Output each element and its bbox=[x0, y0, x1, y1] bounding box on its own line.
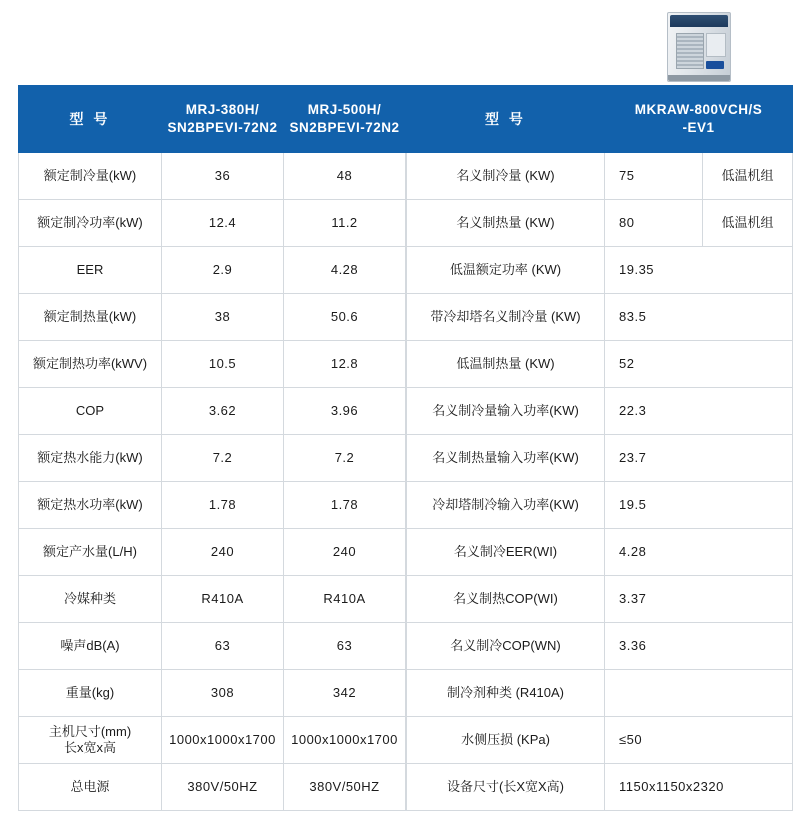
row-label: 冷却塔制冷输入功率(KW) bbox=[407, 482, 605, 529]
left-table-body bbox=[19, 153, 406, 811]
row-value-2: 48 bbox=[284, 153, 406, 200]
right-header-col1 bbox=[605, 86, 793, 153]
left-header-col1 bbox=[162, 86, 284, 153]
row-label-line1: 主机尺寸(mm) bbox=[48, 723, 132, 739]
unit-control-panel bbox=[706, 33, 726, 57]
row-value: 19.35 bbox=[605, 247, 793, 294]
right-spec-table bbox=[406, 85, 793, 811]
row-label: 噪声dB(A) bbox=[19, 623, 162, 670]
row-label: 额定产水量(L/H) bbox=[19, 529, 162, 576]
row-label: 额定制热功率(kWV) bbox=[19, 341, 162, 388]
row-label: 水侧压损 (KPa) bbox=[407, 717, 605, 764]
row-label: 额定制热量(kW) bbox=[19, 294, 162, 341]
row-value-2: R410A bbox=[284, 576, 406, 623]
row-value-2: 380V/50HZ bbox=[284, 764, 406, 811]
table-row bbox=[407, 200, 793, 247]
left-header-col2 bbox=[284, 86, 406, 153]
table-header-row bbox=[19, 86, 406, 153]
row-label: 低温额定功率 (KW) bbox=[407, 247, 605, 294]
left-header-model: 型 号 bbox=[19, 86, 162, 153]
table-row bbox=[407, 341, 793, 388]
row-label: 冷媒种类 bbox=[19, 576, 162, 623]
row-value-2: 3.96 bbox=[284, 388, 406, 435]
table-row bbox=[407, 623, 793, 670]
row-value-2: 1.78 bbox=[284, 482, 406, 529]
row-value-2: 7.2 bbox=[284, 435, 406, 482]
row-label: 额定热水功率(kW) bbox=[19, 482, 162, 529]
row-label: 低温制热量 (KW) bbox=[407, 341, 605, 388]
row-label: 设备尺寸(长X宽X高) bbox=[407, 764, 605, 811]
row-value-1: 63 bbox=[162, 623, 284, 670]
table-row bbox=[19, 247, 406, 294]
row-value-1: 36 bbox=[162, 153, 284, 200]
right-header-col1-line2: -EV1 bbox=[682, 120, 715, 135]
left-table-header bbox=[19, 86, 406, 153]
row-label: 名义制冷EER(WI) bbox=[407, 529, 605, 576]
right-header-model: 型 号 bbox=[407, 86, 605, 153]
table-row bbox=[407, 247, 793, 294]
row-value-1: 380V/50HZ bbox=[162, 764, 284, 811]
left-header-col1-line2: SN2BPEVI-72N2 bbox=[167, 120, 278, 135]
row-value: 3.36 bbox=[605, 623, 793, 670]
row-label: 额定热水能力(kW) bbox=[19, 435, 162, 482]
row-label: 名义制热COP(WI) bbox=[407, 576, 605, 623]
right-table-body bbox=[407, 153, 793, 811]
row-value-1: 38 bbox=[162, 294, 284, 341]
row-value-1: 240 bbox=[162, 529, 284, 576]
row-value-1: 2.9 bbox=[162, 247, 284, 294]
product-image bbox=[667, 2, 729, 80]
right-table-header bbox=[407, 86, 793, 153]
row-value-1: 12.4 bbox=[162, 200, 284, 247]
unit-logo bbox=[706, 61, 724, 69]
row-label: 总电源 bbox=[19, 764, 162, 811]
row-label: 名义制冷量 (KW) bbox=[407, 153, 605, 200]
left-spec-table bbox=[18, 85, 406, 811]
row-value-2: 4.28 bbox=[284, 247, 406, 294]
row-value-2: 50.6 bbox=[284, 294, 406, 341]
table-row bbox=[19, 623, 406, 670]
table-row bbox=[19, 153, 406, 200]
row-label-line2: 长x宽x高 bbox=[63, 740, 116, 755]
row-label: EER bbox=[19, 247, 162, 294]
row-value-1: 7.2 bbox=[162, 435, 284, 482]
table-row bbox=[407, 764, 793, 811]
table-header-row bbox=[407, 86, 793, 153]
table-row bbox=[19, 200, 406, 247]
row-label: 名义制热量 (KW) bbox=[407, 200, 605, 247]
unit-base bbox=[668, 75, 730, 81]
table-row bbox=[407, 153, 793, 200]
row-value: ≤50 bbox=[605, 717, 793, 764]
table-row bbox=[407, 529, 793, 576]
row-value-1: 10.5 bbox=[162, 341, 284, 388]
row-label: 额定制冷功率(kW) bbox=[19, 200, 162, 247]
table-row bbox=[407, 482, 793, 529]
row-label: 名义制冷COP(WN) bbox=[407, 623, 605, 670]
row-value-1: 308 bbox=[162, 670, 284, 717]
table-row bbox=[19, 388, 406, 435]
row-value: 1150x1150x2320 bbox=[605, 764, 793, 811]
row-value-2: 342 bbox=[284, 670, 406, 717]
row-value: 83.5 bbox=[605, 294, 793, 341]
row-label: 带冷却塔名义制冷量 (KW) bbox=[407, 294, 605, 341]
row-note: 低温机组 bbox=[703, 153, 793, 200]
table-row bbox=[407, 294, 793, 341]
unit-body bbox=[667, 12, 731, 82]
row-label: 名义制冷量输入功率(KW) bbox=[407, 388, 605, 435]
row-label: 重量(kg) bbox=[19, 670, 162, 717]
row-value: 80 bbox=[605, 200, 703, 247]
row-value-2: 11.2 bbox=[284, 200, 406, 247]
row-label bbox=[19, 717, 162, 764]
table-row bbox=[19, 482, 406, 529]
row-value-1: 1000x1000x1700 bbox=[162, 717, 284, 764]
row-value: 4.28 bbox=[605, 529, 793, 576]
table-row bbox=[407, 388, 793, 435]
row-value-2: 63 bbox=[284, 623, 406, 670]
row-value-1: R410A bbox=[162, 576, 284, 623]
row-label: COP bbox=[19, 388, 162, 435]
row-label: 名义制热量输入功率(KW) bbox=[407, 435, 605, 482]
table-row bbox=[407, 576, 793, 623]
table-row bbox=[19, 670, 406, 717]
table-row bbox=[19, 717, 406, 764]
row-value bbox=[605, 670, 793, 717]
unit-top-cap bbox=[670, 15, 728, 27]
row-value: 19.5 bbox=[605, 482, 793, 529]
row-label: 额定制冷量(kW) bbox=[19, 153, 162, 200]
row-value: 23.7 bbox=[605, 435, 793, 482]
row-value-2: 12.8 bbox=[284, 341, 406, 388]
table-row bbox=[19, 576, 406, 623]
row-value-2: 1000x1000x1700 bbox=[284, 717, 406, 764]
spec-tables bbox=[18, 85, 791, 811]
unit-grill bbox=[676, 33, 704, 69]
row-value: 52 bbox=[605, 341, 793, 388]
table-row bbox=[19, 764, 406, 811]
table-row bbox=[19, 435, 406, 482]
table-row bbox=[407, 435, 793, 482]
right-header-col1-line1: MKRAW-800VCH/S bbox=[634, 101, 763, 117]
row-value: 75 bbox=[605, 153, 703, 200]
table-row bbox=[19, 294, 406, 341]
left-header-col2-line2: SN2BPEVI-72N2 bbox=[289, 120, 400, 135]
row-value-1: 3.62 bbox=[162, 388, 284, 435]
row-note: 低温机组 bbox=[703, 200, 793, 247]
row-value: 22.3 bbox=[605, 388, 793, 435]
row-value-2: 240 bbox=[284, 529, 406, 576]
table-row bbox=[407, 717, 793, 764]
table-row bbox=[19, 529, 406, 576]
table-row bbox=[19, 341, 406, 388]
row-value: 3.37 bbox=[605, 576, 793, 623]
row-label: 制冷剂种类 (R410A) bbox=[407, 670, 605, 717]
left-header-col1-line1: MRJ-380H/ bbox=[185, 101, 260, 117]
left-header-col2-line1: MRJ-500H/ bbox=[307, 101, 382, 117]
table-row bbox=[407, 670, 793, 717]
row-value-1: 1.78 bbox=[162, 482, 284, 529]
